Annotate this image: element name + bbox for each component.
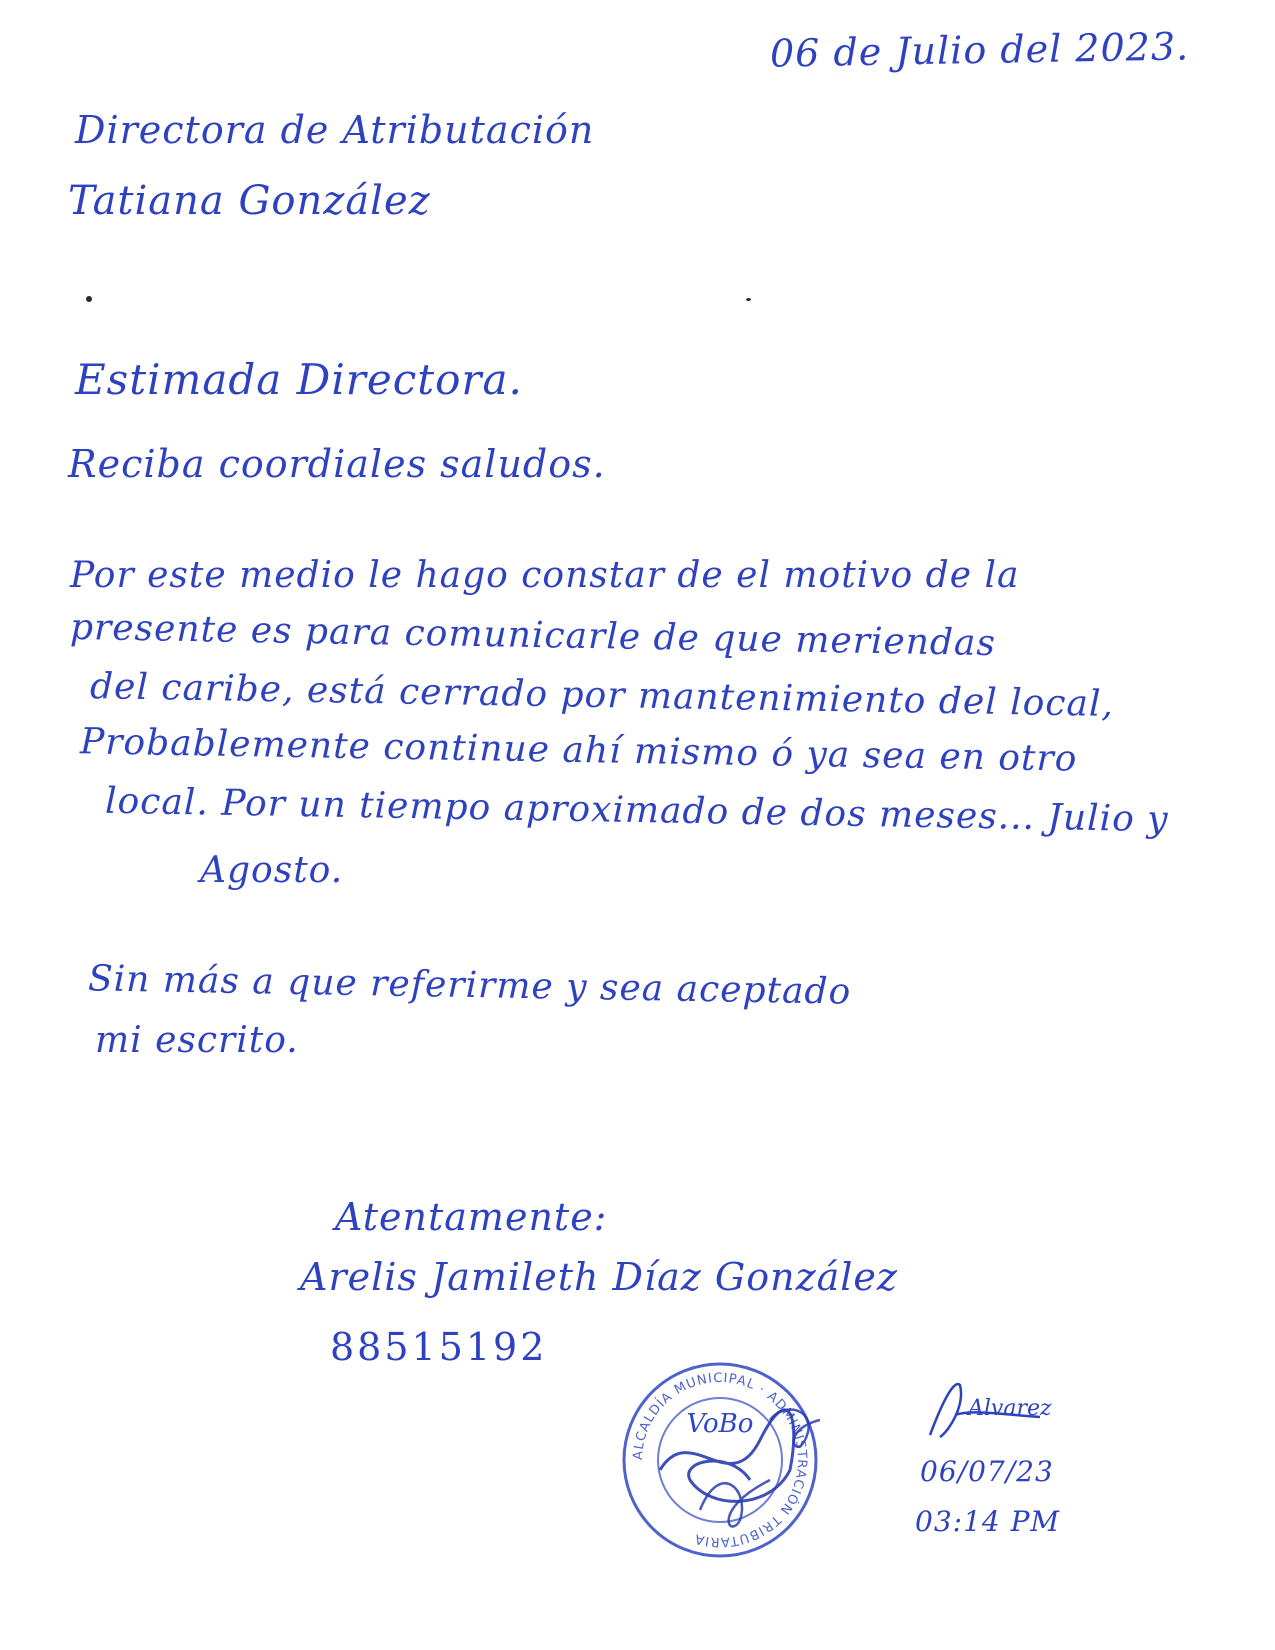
letter-date: 06 de Julio del 2023.	[769, 24, 1190, 76]
body-line: Probablemente continue ahí mismo ó ya sea en otro	[79, 721, 1078, 780]
receipt-time: 03:14 PM	[915, 1505, 1061, 1538]
sender-phone: 88515192	[330, 1325, 548, 1369]
stamp-ring-text: ALCALDÍA MUNICIPAL · ADMINISTRACIÓN TRIBUTARIA	[630, 1370, 810, 1550]
ink-dot	[86, 296, 92, 302]
stamp-center-text: VoBo	[686, 1409, 754, 1439]
body-line: local. Por un tiempo aproximado de dos meses... Julio y	[104, 780, 1169, 841]
official-stamp	[620, 1360, 820, 1560]
stamp-seal-icon	[620, 1360, 820, 1560]
closing-line: Sin más a que referirme y sea aceptado	[87, 958, 852, 1013]
body-line: presente es para comunicarle de que meriendas	[69, 606, 997, 665]
greeting: Estimada Directora.	[75, 355, 523, 404]
recipient-name: Tatiana González	[68, 178, 431, 224]
signoff: Atentamente:	[335, 1195, 608, 1239]
ink-dot	[746, 298, 751, 301]
closing-line: mi escrito.	[95, 1020, 299, 1061]
body-line: Agosto.	[200, 850, 344, 891]
receipt-date: 06/07/23	[920, 1455, 1054, 1488]
body-line: Por este medio le hago constar de el motivo de la	[70, 555, 1020, 596]
body-line: del caribe, está cerrado por mantenimiento del local,	[89, 666, 1115, 725]
recipient-title: Directora de Atributación	[75, 108, 595, 152]
receipt-signature-text: Alvarez	[968, 1396, 1052, 1421]
receipt-signature	[920, 1375, 1060, 1445]
sender-name: Arelis Jamileth Díaz González	[300, 1255, 898, 1299]
salutation: Reciba coordiales saludos.	[68, 442, 606, 486]
